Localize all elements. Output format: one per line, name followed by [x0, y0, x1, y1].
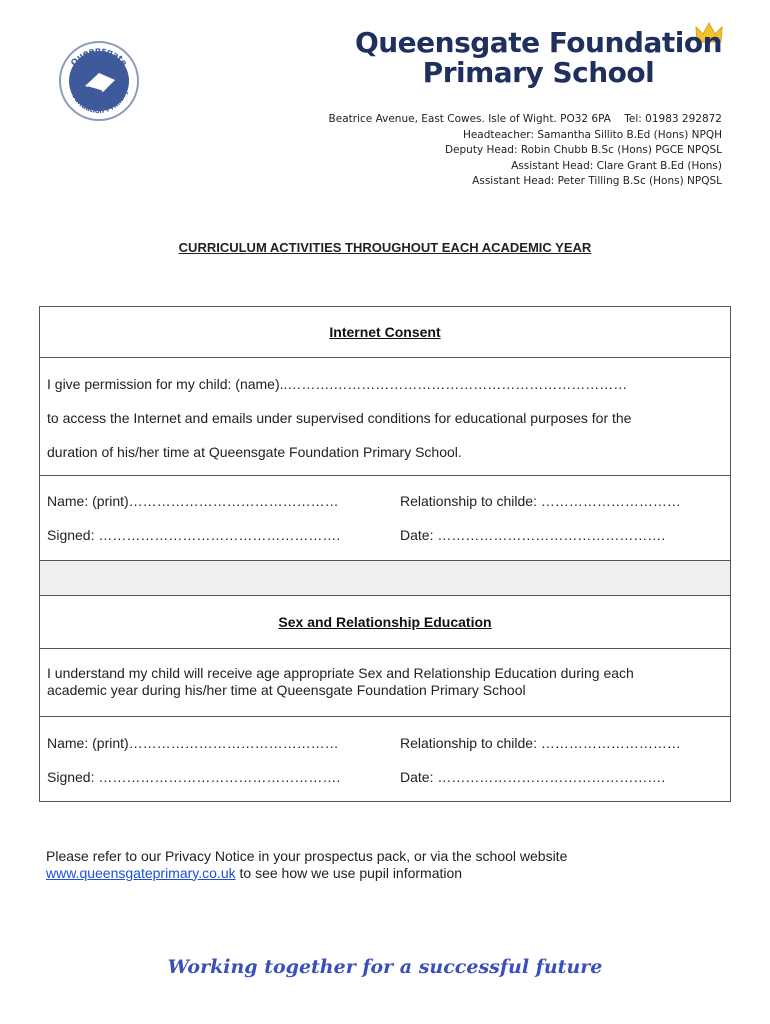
contact-headteacher: Headteacher: Samantha Sillito B.Ed (Hons) NPQH	[462, 128, 722, 141]
internet-permission-duration: duration of his/her time at Queensgate Foundation Primary School.	[47, 444, 462, 460]
sre-signed-field[interactable]: Signed: …………………………………………….	[47, 769, 341, 785]
internet-date-field[interactable]: Date: ………………………………………….	[400, 527, 666, 543]
school-website-link[interactable]: www.queensgateprimary.co.uk	[46, 864, 236, 881]
internet-name-field[interactable]: Name: (print)………………………………………	[47, 493, 339, 509]
internet-consent-heading: Internet Consent	[40, 307, 730, 358]
privacy-notice-line2-text: to see how we use pupil information	[235, 864, 463, 881]
school-name	[355, 28, 722, 88]
internet-permission-text: to access the Internet and emails under supervised conditions for educational purposes for the	[47, 410, 632, 426]
sre-name-field[interactable]: Name: (print)………………………………………	[47, 735, 339, 751]
internet-relationship-field[interactable]: Relationship to childe: …………………………	[400, 493, 681, 509]
privacy-notice-line2	[46, 865, 567, 882]
internet-permission-row	[40, 358, 730, 476]
school-logo	[58, 40, 140, 122]
school-name-line2: Primary School	[422, 56, 655, 89]
internet-permission-line[interactable]: I give permission for my child: (name)..……….………………………………………………………	[47, 376, 628, 392]
school-motto: Working together for a successful future	[167, 956, 603, 978]
consent-form	[39, 306, 731, 802]
contact-address: Beatrice Avenue, East Cowes. Isle of Wight. PO32 6PA Tel: 01983 292872	[328, 113, 722, 125]
sre-relationship-field[interactable]: Relationship to childe: …………………………	[400, 735, 681, 751]
contact-deputy-head: Deputy Head: Robin Chubb B.Sc (Hons) PGCE NPQSL	[444, 144, 722, 156]
internet-signature-row	[40, 476, 730, 561]
contact-block	[329, 112, 722, 190]
sre-statement-row	[40, 649, 730, 717]
privacy-notice-line1: Please refer to our Privacy Notice in your prospectus pack, or via the school website	[46, 848, 568, 864]
privacy-notice	[46, 848, 567, 881]
internet-signed-field[interactable]: Signed: …………………………………………….	[47, 527, 341, 543]
logo-text-bottom: Foundation Primary	[68, 88, 130, 116]
sre-signature-row	[40, 717, 730, 801]
contact-assistant-head-1: Assistant Head: Clare Grant B.Ed (Hons)	[511, 159, 722, 172]
logo-text-top: Queensgate	[69, 45, 129, 69]
sre-statement-line2: academic year during his/her time at Queensgate Foundation Primary School	[47, 682, 526, 698]
sre-heading: Sex and Relationship Education	[40, 596, 730, 649]
sre-statement-line1: I understand my child will receive age appropriate Sex and Relationship Education during each	[47, 665, 634, 681]
sre-date-field[interactable]: Date: ………………………………………….	[400, 769, 666, 785]
school-name-line1: Queensgate Foundation	[354, 26, 722, 59]
document-title: CURRICULUM ACTIVITIES THROUGHOUT EACH ACADEMIC YEAR	[178, 240, 592, 255]
contact-assistant-head-2: Assistant Head: Peter Tilling B.Sc (Hons) NPQSL	[472, 175, 722, 187]
section-divider	[40, 561, 730, 596]
